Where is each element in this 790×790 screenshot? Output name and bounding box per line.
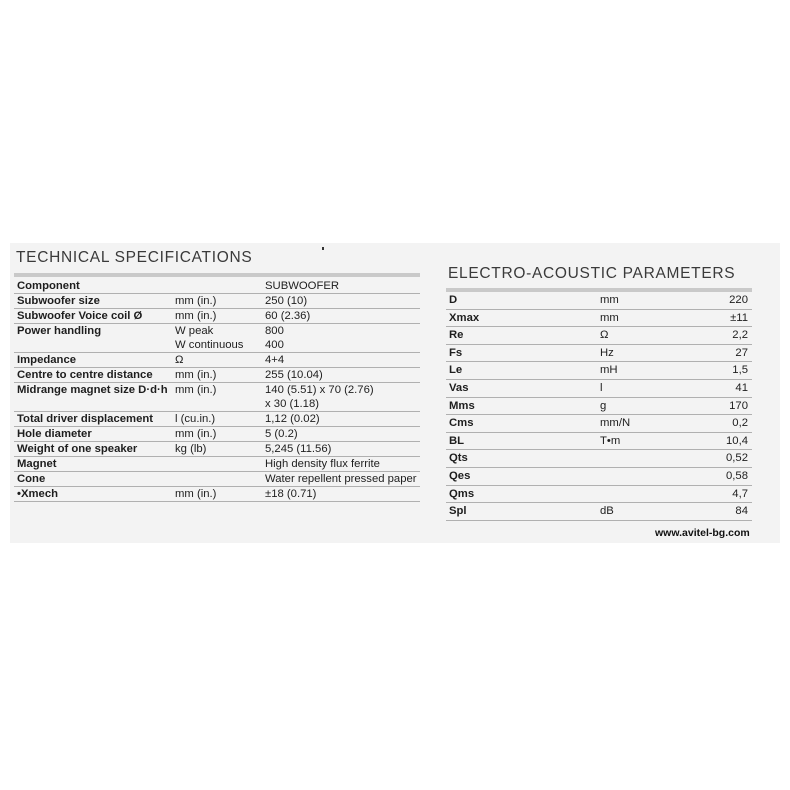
table-row <box>14 412 420 427</box>
table-row <box>14 324 420 339</box>
table-row <box>446 327 752 345</box>
spec-value: ±18 (0.71) <box>262 487 420 502</box>
spec-value: 400 <box>262 338 420 353</box>
spec-unit: mm (in.) <box>172 294 262 309</box>
spec-label: Total driver displacement <box>14 412 172 427</box>
spec-label: •Xmech <box>14 487 172 502</box>
param-label: Le <box>446 362 597 380</box>
title-rule-left <box>14 273 420 277</box>
spec-unit: Ω <box>172 353 262 368</box>
spec-unit: W continuous <box>172 338 262 353</box>
param-value: 0,52 <box>718 450 752 468</box>
table-row <box>14 487 420 502</box>
spec-value: High density flux ferrite <box>262 457 420 472</box>
table-row <box>14 442 420 457</box>
param-value: 0,58 <box>718 467 752 485</box>
table-row <box>446 432 752 450</box>
spec-label: Cone <box>14 472 172 487</box>
spec-label: Impedance <box>14 353 172 368</box>
table-row <box>446 503 752 521</box>
table-row <box>446 485 752 503</box>
spec-value: 800 <box>265 325 284 337</box>
technical-specifications-table <box>14 279 420 502</box>
spec-value: 5,245 (11.56) <box>262 442 420 457</box>
param-value: 170 <box>718 397 752 415</box>
param-value: ±11 <box>718 309 752 327</box>
param-value: 10,4 <box>718 432 752 450</box>
param-unit: T•m <box>597 432 718 450</box>
table-row <box>14 338 420 353</box>
spec-value: 5 (0.2) <box>262 427 420 442</box>
spec-unit: mm (in.) <box>172 487 262 502</box>
table-row <box>446 415 752 433</box>
table-row <box>14 427 420 442</box>
param-label: Spl <box>446 503 597 521</box>
param-unit <box>597 485 718 503</box>
spec-unit <box>172 472 262 487</box>
spec-value: 140 (5.51) x 70 (2.76) <box>265 384 374 396</box>
param-value: 0,2 <box>718 415 752 433</box>
spec-value: Water repellent pressed paper <box>262 472 420 487</box>
table-row <box>446 309 752 327</box>
table-row <box>14 383 420 412</box>
param-value: 1,5 <box>718 362 752 380</box>
param-value: 84 <box>718 503 752 521</box>
spec-unit: W peak <box>175 325 214 337</box>
table-row <box>14 368 420 383</box>
table-row <box>446 450 752 468</box>
param-unit: mH <box>597 362 718 380</box>
stray-mark <box>322 247 324 250</box>
technical-specifications-title: TECHNICAL SPECIFICATIONS <box>16 249 253 266</box>
spec-label: Centre to centre distance <box>14 368 172 383</box>
param-label: BL <box>446 432 597 450</box>
spec-unit: mm (in.) <box>172 383 262 412</box>
spec-label: Component <box>14 279 172 294</box>
table-row <box>14 294 420 309</box>
param-label: Xmax <box>446 309 597 327</box>
param-unit: mm <box>597 309 718 327</box>
param-unit: Ω <box>597 327 718 345</box>
spec-label: Hole diameter <box>14 427 172 442</box>
spec-value: 60 (2.36) <box>262 309 420 324</box>
table-row <box>446 467 752 485</box>
table-row <box>14 309 420 324</box>
param-label: Qts <box>446 450 597 468</box>
spec-label: Power handling <box>17 325 102 337</box>
spec-label: Midrange magnet size D·d·h <box>14 383 172 412</box>
param-label: Vas <box>446 379 597 397</box>
param-value: 27 <box>718 344 752 362</box>
spec-value: 250 (10) <box>262 294 420 309</box>
electro-acoustic-parameters-title: ELECTRO-ACOUSTIC PARAMETERS <box>448 265 736 282</box>
param-unit: mm/N <box>597 415 718 433</box>
param-unit: Hz <box>597 344 718 362</box>
param-unit: dB <box>597 503 718 521</box>
website-url: www.avitel-bg.com <box>655 527 750 539</box>
param-value: 220 <box>718 292 752 309</box>
spec-label: Magnet <box>14 457 172 472</box>
table-row <box>446 362 752 380</box>
param-value: 2,2 <box>718 327 752 345</box>
param-label: D <box>446 292 597 309</box>
spec-label: Subwoofer size <box>14 294 172 309</box>
param-label: Cms <box>446 415 597 433</box>
table-row <box>446 292 752 309</box>
table-row <box>446 344 752 362</box>
table-row <box>446 379 752 397</box>
param-unit <box>597 467 718 485</box>
spec-value: 4+4 <box>262 353 420 368</box>
table-row <box>446 397 752 415</box>
spec-label: Subwoofer Voice coil Ø <box>14 309 172 324</box>
param-value: 41 <box>718 379 752 397</box>
param-unit: l <box>597 379 718 397</box>
param-unit <box>597 450 718 468</box>
spec-unit: mm (in.) <box>172 427 262 442</box>
param-label: Mms <box>446 397 597 415</box>
spec-unit: l (cu.in.) <box>172 412 262 427</box>
param-unit: g <box>597 397 718 415</box>
table-row <box>14 472 420 487</box>
spec-unit: mm (in.) <box>172 368 262 383</box>
param-label: Re <box>446 327 597 345</box>
spec-unit <box>172 457 262 472</box>
param-label: Qms <box>446 485 597 503</box>
param-unit: mm <box>597 292 718 309</box>
table-row <box>14 353 420 368</box>
spec-value-multiline <box>262 383 420 412</box>
spec-label <box>14 338 172 353</box>
param-value: 4,7 <box>718 485 752 503</box>
spec-unit: kg (lb) <box>172 442 262 457</box>
param-label: Qes <box>446 467 597 485</box>
spec-value-continued: x 30 (1.18) <box>265 398 320 410</box>
spec-value: SUBWOOFER <box>262 279 420 294</box>
spec-value: 255 (10.04) <box>262 368 420 383</box>
spec-label: Weight of one speaker <box>14 442 172 457</box>
electro-acoustic-parameters-table <box>446 292 752 521</box>
table-row <box>14 279 420 294</box>
spec-unit: mm (in.) <box>172 309 262 324</box>
spec-value: 1,12 (0.02) <box>262 412 420 427</box>
spec-unit <box>172 279 262 294</box>
table-row <box>14 457 420 472</box>
param-label: Fs <box>446 344 597 362</box>
